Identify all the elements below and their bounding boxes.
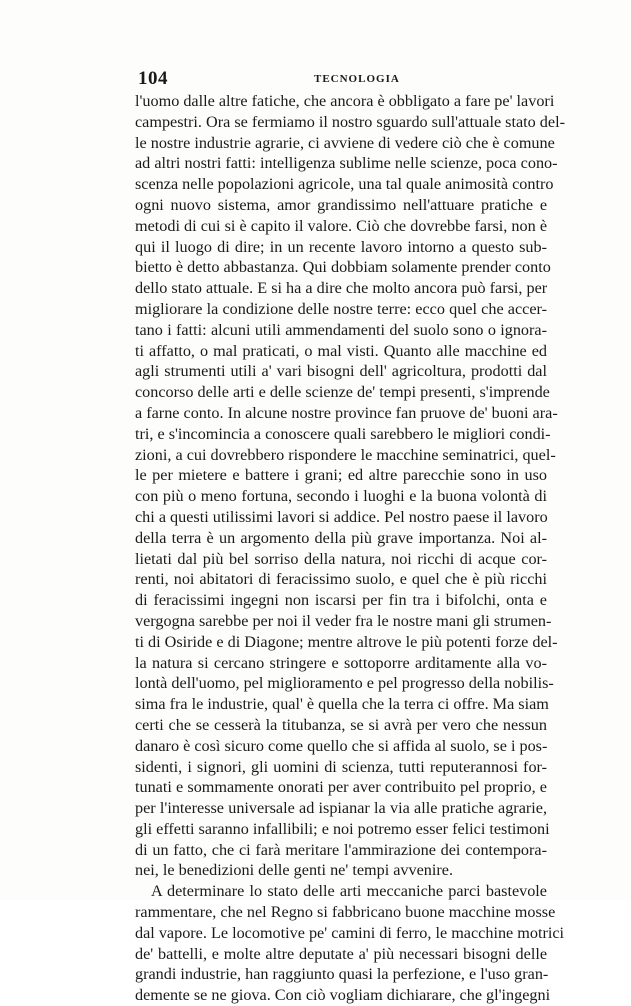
running-title: TECNOLOGIA	[314, 73, 400, 85]
text-line: per l'interesse universale ad ispianar la via alle pratiche agrarie,	[135, 799, 547, 818]
text-line: qui il luogo di dire; in un recente lavoro intorno a questo sub-	[135, 237, 547, 256]
page-number: 104	[138, 68, 168, 89]
text-line: le nostre industrie agrarie, ci avviene di vedere ciò che è comune	[135, 133, 555, 152]
text-line: concorso delle arti e delle scienze de' tempi presenti, s'imprende	[135, 383, 550, 402]
text-line: chi a questi utilissimi lavori si addice. Pel nostro paese il lavoro	[135, 507, 548, 526]
text-line: zioni, a cui dovrebbero rispondere le macchine seminatrici, quel-	[135, 445, 556, 464]
text-line: gli effetti saranno infallibili; e noi potremo esser felici testimoni	[135, 819, 550, 838]
text-line: della terra è un argomento della più grave importanza. Noi al-	[135, 528, 547, 547]
text-line: vergogna sarebbe per noi il veder fra le nostre mani gli strumen-	[135, 611, 552, 630]
page-header	[138, 68, 546, 92]
text-line: migliorare la condizione delle nostre terre: ecco quel che accer-	[135, 299, 547, 318]
text-line: scenza nelle popolazioni agricole, una tal quale animosità contro	[135, 175, 554, 194]
text-line: tunati e sommamente onorati per aver contribuito pel proprio, e	[135, 778, 547, 797]
text-line: rammentare, che nel Regno si fabbricano buone macchine mosse	[135, 903, 556, 922]
text-line: tano i fatti: alcuni utili ammendamenti del suolo sono o ignora-	[135, 320, 547, 339]
text-line: di un fatto, che ci farà meritare l'ammirazione dei contempora-	[135, 840, 547, 859]
paragraph-start-line: A determinare lo stato delle arti meccaniche parci bastevole	[151, 882, 547, 901]
text-line: lontà dell'uomo, pel miglioramento e pel progresso della nobilis-	[135, 674, 554, 693]
text-line: a farne conto. In alcune nostre province fan pruove de' buoni ara-	[135, 403, 558, 422]
text-line: de' battelli, e molte altre deputate a' più necessari bisogni delle	[135, 944, 547, 963]
text-line: demente se ne giova. Con ciò vogliam dichiarare, che gl'ingegni	[135, 986, 551, 1005]
body-text	[135, 91, 565, 1006]
text-line: dello stato attuale. E si ha a dire che molto ancora può farsi, per	[135, 279, 548, 298]
text-line: bietto è detto abbastanza. Qui dobbiam solamente prender conto	[135, 258, 551, 277]
paragraph-end-line: nei, le benedizioni delle genti ne' tempi avvenire.	[135, 861, 454, 880]
text-line: sidenti, i signori, gli uomini di scienza, tutti reputerannosi for-	[135, 757, 547, 776]
text-line: ti di Osiride e di Diagone; mentre altrove le più potenti forze del-	[135, 632, 558, 651]
text-line: le per mietere e battere i grani; ed altre parecchie sono in uso	[135, 466, 547, 485]
text-line: la natura si cercano stringere e sottoporre arditamente alla vo-	[135, 653, 547, 672]
text-line: campestri. Ora se fermiamo il nostro sguardo sull'attuale stato del-	[135, 112, 565, 131]
text-line: lietati dal più bel sorriso della natura, noi ricchi di acque cor-	[135, 549, 547, 568]
text-line: ad altri nostri fatti: intelligenza sublime nelle scienze, poca cono-	[135, 154, 558, 173]
text-line: dal vapore. Le locomotive pe' camini di ferro, le macchine motrici	[135, 923, 565, 942]
text-line: tri, e s'incomincia a conoscere quali sarebbero le migliori condi-	[135, 424, 551, 443]
text-line: grandi industrie, han raggiunto quasi la perfezione, e l'uso gran-	[135, 965, 549, 984]
text-line: renti, noi abitatori di feracissimo suolo, e quel che è più ricchi	[135, 570, 547, 589]
text-line: ogni nuovo sistema, amor grandissimo nell'attuare pratiche e	[135, 195, 547, 214]
text-line: l'uomo dalle altre fatiche, che ancora è obbligato a fare pe' lavori	[135, 92, 555, 110]
text-line: ti affatto, o mal praticati, o mal visti. Quanto alle macchine ed	[135, 341, 547, 360]
text-line: sima fra le industrie, qual' è quella che la terra ci offre. Ma siam	[135, 695, 549, 714]
text-line: di feracissimi ingegni non iscarsi per fin tra i bifolchi, onta e	[135, 591, 547, 610]
text-line: con più o meno fortuna, secondo i luoghi e la buona volontà di	[135, 487, 547, 506]
text-line: metodi di cui si è capito il valore. Ciò che dovrebbe farsi, non è	[135, 216, 547, 235]
text-line: certi che se cesserà la titubanza, se si avrà per vero che nessun	[135, 715, 547, 734]
text-line: danaro è così sicuro come quello che si affida al suolo, se i pos-	[135, 736, 548, 755]
text-line: agli strumenti utili a' vari bisogni dell' agricoltura, prodotti dal	[135, 362, 547, 381]
